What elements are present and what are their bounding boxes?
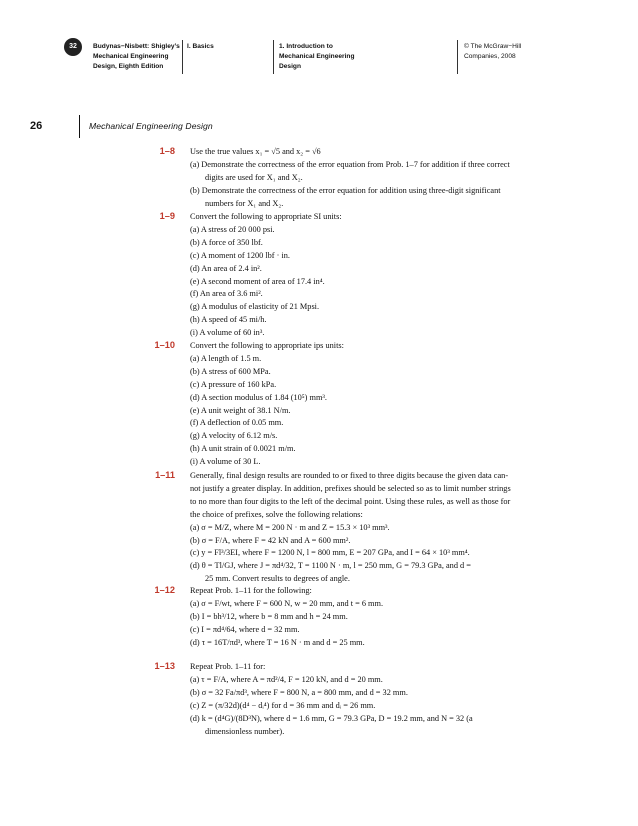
- problem-line: (i) A volume of 30 L.: [190, 457, 261, 467]
- problem-line: (h) A speed of 45 mi/h.: [190, 315, 267, 325]
- problem-line: dimensionless number).: [205, 726, 285, 736]
- header-part: I. Basics: [187, 43, 214, 50]
- problem-line: (e) A second moment of area of 17.4 in⁴.: [190, 276, 325, 286]
- problem-number: 1–9: [159, 211, 175, 221]
- problem-line: (a) σ = M/Z, where M = 200 N · m and Z = 15.3 × 10³ mm³.: [190, 522, 390, 532]
- problem-text: [190, 146, 550, 211]
- problem-text: [190, 661, 550, 738]
- folio-divider: [79, 115, 80, 138]
- problem-line: (c) I = πd⁴/64, where d = 32 mm.: [190, 624, 300, 634]
- chapter-badge: 32: [64, 38, 82, 56]
- problem-line: numbers for X₁ and X₂.: [205, 198, 284, 208]
- header-divider: [273, 40, 274, 74]
- problem-line: digits are used for X₁ and X₂.: [205, 172, 303, 182]
- header-chapter: 1. Introduction to Mechanical Engineering Design: [279, 43, 355, 70]
- problem-line: 25 mm. Convert results to degrees of angle.: [205, 574, 350, 584]
- problem-line: Generally, final design results are rounded to or fixed to three digits because the given data can-: [190, 471, 509, 480]
- page-number: 26: [30, 120, 43, 132]
- problem-line: (c) A moment of 1200 lbf · in.: [190, 250, 291, 260]
- problem-line: (a) Demonstrate the correctness of the error equation from Prob. 1–7 for addition if three correct: [190, 159, 510, 169]
- header-book-title: Budynas−Nisbett: Shigley’s Mechanical Engineering Design, Eighth Edition: [93, 43, 180, 70]
- problem-text: [190, 470, 550, 586]
- problem-line: (b) σ = 32 Fa/πd³, where F = 800 N, a = 800 mm, and d = 32 mm.: [190, 687, 408, 697]
- problem-text: [190, 211, 550, 340]
- problem-line: (b) Demonstrate the correctness of the error equation for addition using three-digit significant: [190, 185, 501, 195]
- header-copyright: © The McGraw−Hill Companies, 2008: [464, 43, 522, 60]
- problem-number: 1–12: [154, 585, 175, 595]
- problem-line: (d) θ = Tl/GJ, where J = πd⁴/32, T = 1100 N · m, l = 250 mm, G = 79.3 GPa, and d =: [190, 561, 471, 571]
- problem-line: (c) A pressure of 160 kPa.: [190, 379, 277, 389]
- problem-line: (f) A deflection of 0.05 mm.: [190, 418, 284, 428]
- problem-line: (e) A unit weight of 38.1 N/m.: [190, 405, 291, 415]
- problem-line: (i) A volume of 60 in³.: [190, 328, 265, 338]
- problem-line: (g) A modulus of elasticity of 21 Mpsi.: [190, 302, 320, 312]
- header-divider: [457, 40, 458, 74]
- problem-line: Convert the following to appropriate ips units:: [190, 341, 344, 350]
- problem-line: Use the true values x₁ = √5 and x₂ = √6: [190, 147, 321, 156]
- problem-line: (a) A length of 1.5 m.: [190, 353, 262, 363]
- problem-text: [190, 585, 550, 650]
- problem-line: (a) σ = F/wt, where F = 600 N, w = 20 mm, and t = 6 mm.: [190, 598, 384, 608]
- header-divider: [182, 40, 183, 74]
- problem-number: 1–13: [154, 661, 175, 671]
- problem-line: (c) Z = (π/32d)(d⁴ − dᵢ⁴) for d = 36 mm and dᵢ = 26 mm.: [190, 700, 376, 710]
- problem-line: (b) A stress of 600 MPa.: [190, 366, 271, 376]
- problem-line: Repeat Prob. 1–11 for:: [190, 662, 266, 671]
- problem-line: (d) k = (d⁴G)/(8D³N), where d = 1.6 mm, G = 79.3 GPa, D = 19.2 mm, and N = 32 (a: [190, 713, 473, 723]
- problem-line: (a) A stress of 20 000 psi.: [190, 224, 275, 234]
- problem-line: Convert the following to appropriate SI units:: [190, 212, 342, 221]
- problem-line: (h) A unit strain of 0.0021 m/m.: [190, 444, 296, 454]
- problem-line: (b) A force of 350 lbf.: [190, 237, 263, 247]
- problem-line: to no more than four digits to the left of the decimal point. Using these rules, as well as those for: [190, 496, 511, 506]
- problem-number: 1–8: [159, 146, 175, 156]
- problem-line: (g) A velocity of 6.12 m/s.: [190, 431, 278, 441]
- problem-line: (d) τ = 16T/πd³, where T = 16 N · m and d = 25 mm.: [190, 637, 365, 647]
- problem-line: (b) I = bh³/12, where b = 8 mm and h = 24 mm.: [190, 611, 348, 621]
- problem-line: (c) y = Fl³/3EI, where F = 1200 N, l = 800 mm, E = 207 GPa, and I = 64 × 10³ mm⁴.: [190, 548, 470, 558]
- problem-number: 1–11: [155, 470, 175, 480]
- problem-line: the choice of prefixes, solve the following relations:: [190, 509, 363, 519]
- page-title: Mechanical Engineering Design: [89, 121, 213, 131]
- problem-line: (d) A section modulus of 1.84 (10⁵) mm³.: [190, 392, 327, 402]
- problem-number: 1–10: [154, 340, 175, 350]
- problem-line: (a) τ = F/A, where A = πd²/4, F = 120 kN, and d = 20 mm.: [190, 674, 383, 684]
- problem-line: (f) An area of 3.6 mi².: [190, 289, 263, 299]
- problem-line: (b) σ = F/A, where F = 42 kN and A = 600 mm².: [190, 535, 351, 545]
- problem-line: not justify a greater display. In addition, prefixes should be selected so as to limit number strings: [190, 483, 511, 493]
- problem-text: [190, 340, 550, 469]
- problem-line: (d) An area of 2.4 in².: [190, 263, 262, 273]
- problem-line: Repeat Prob. 1–11 for the following:: [190, 586, 312, 595]
